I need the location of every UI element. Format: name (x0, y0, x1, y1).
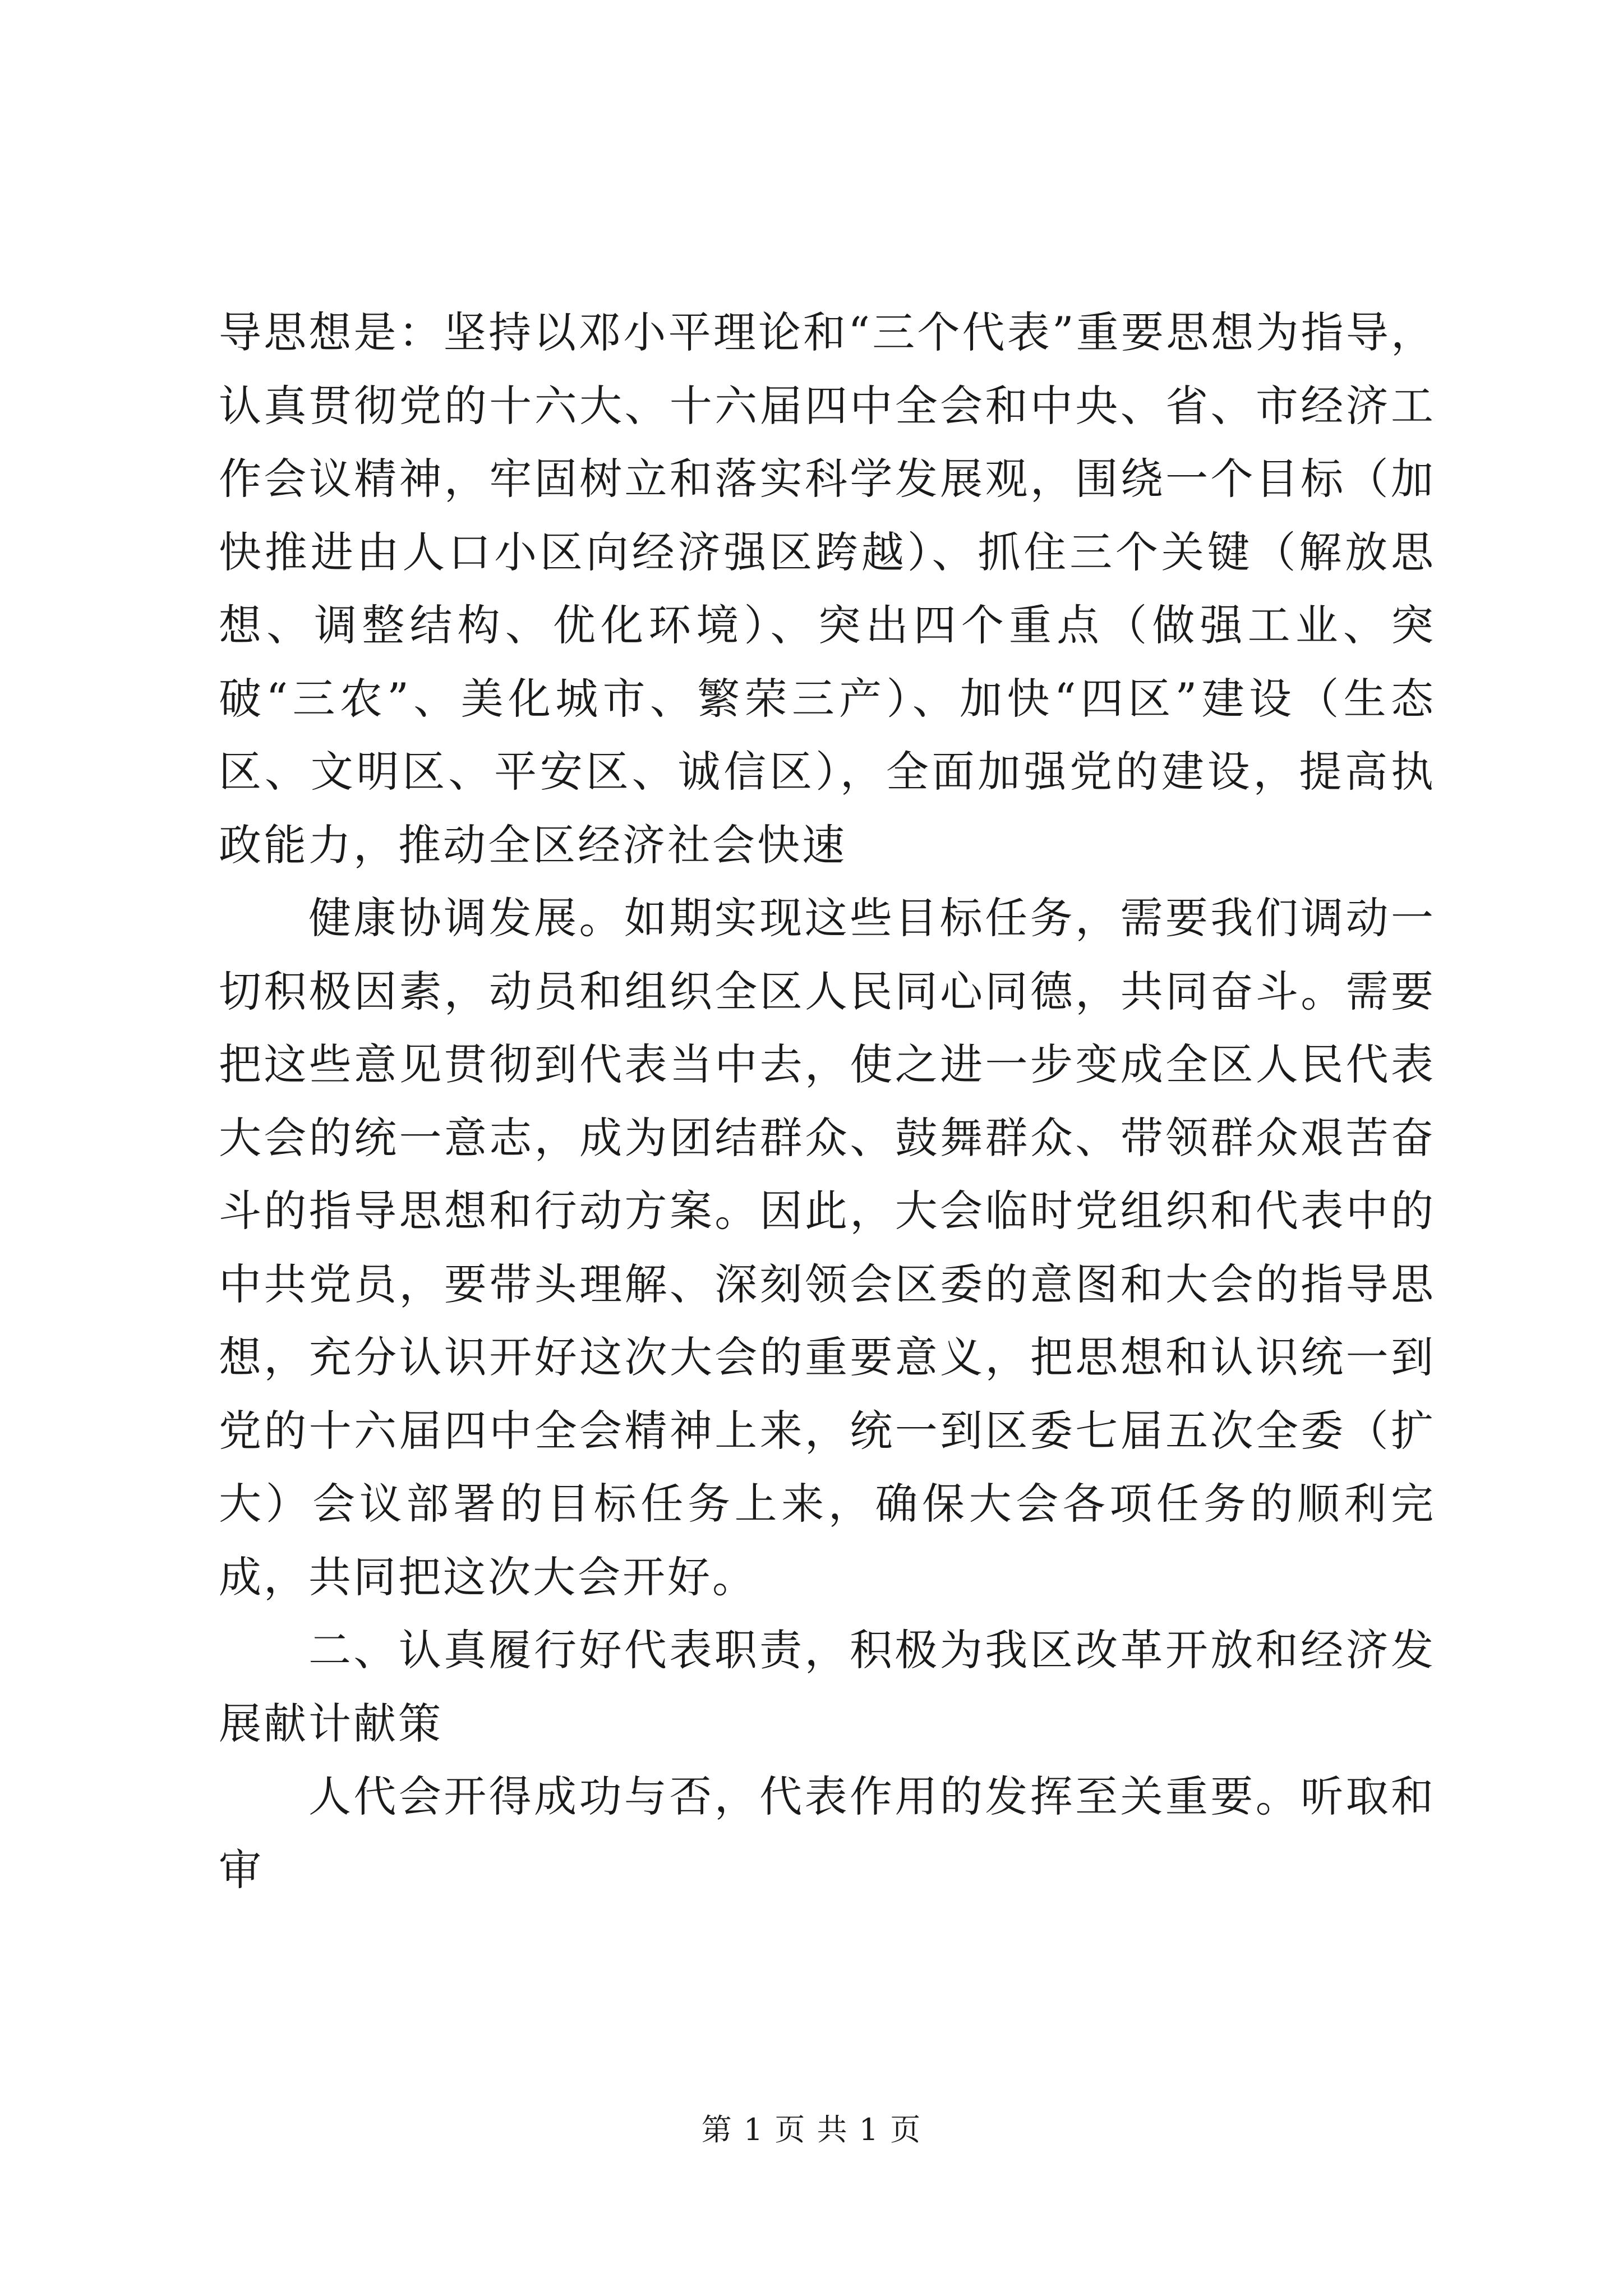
page-number-label: 第 1 页 共 1 页 (701, 2112, 922, 2147)
page-footer (0, 2110, 1623, 2150)
document-body (219, 296, 1436, 1907)
paragraph-coordinated-development: 健康协调发展。如期实现这些目标任务，需要我们调动一切积极因素，动员和组织全区人民同心同德，共同奋斗。需要把这些意见贯彻到代表当中去，使之进一步变成全区人民代表大会的统一意志，成为团结群众、鼓舞群众、带领群众艰苦奋斗的指导思想和行动方案。因此，大会临时党组织和代表中的中共党员，要带头理解、深刻领会区委的意图和大会的指导思想，充分认识开好这次大会的重要意义，把思想和认识统一到党的十六届四中全会精神上来，统一到区委七届五次全委（扩大）会议部署的目标任务上来，确保大会各项任务的顺利完成，共同把这次大会开好。 (219, 893, 1436, 1602)
section-heading-two: 二、认真履行好代表职责，积极为我区改革开放和经济发展献计献策 (219, 1625, 1436, 1749)
paragraph-guiding-thought: 导思想是：坚持以邓小平理论和“三个代表”重要思想为指导，认真贯彻党的十六大、十六届四中全会和中央、省、市经济工作会议精神，牢固树立和落实科学发展观，围绕一个目标（加快推进由人口小区向经济强区跨越）、抓住三个关键（解放思想、调整结构、优化环境）、突出四个重点（做强工业、突破“三农”、美化城市、繁荣三产）、加快“四区”建设（生态区、文明区、平安区、诚信区），全面加强党的建设，提高执政能力，推动全区经济社会快速 (219, 307, 1436, 870)
paragraph-congress-success: 人代会开得成功与否，代表作用的发挥至关重要。听取和审 (219, 1772, 1436, 1895)
